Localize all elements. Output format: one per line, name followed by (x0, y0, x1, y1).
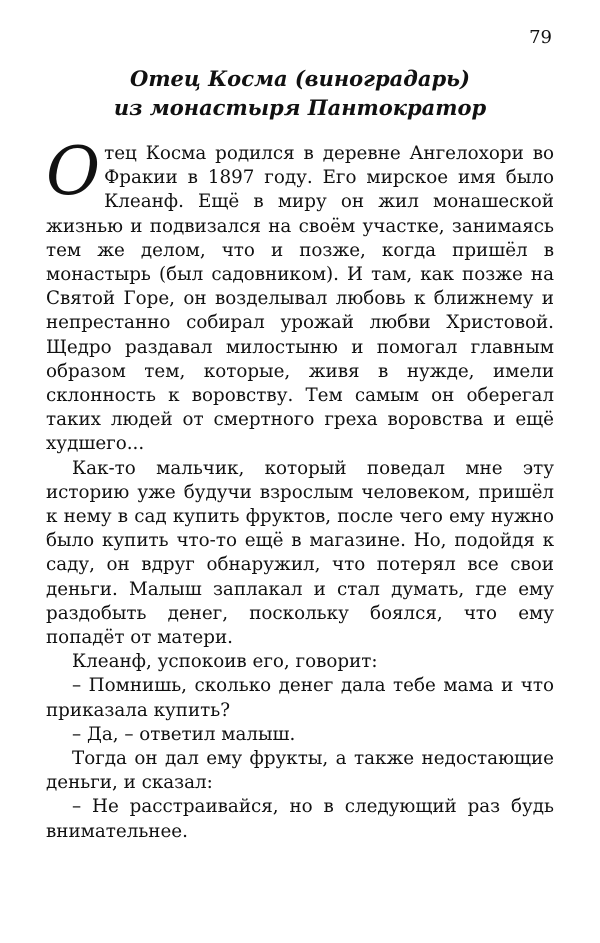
body-text (46, 133, 554, 844)
page-number: 79 (529, 27, 552, 48)
paragraph-1-text: тец Косма родился в деревне Ангелохори во Фракии в 1897 году. Его мирское имя было Клеанф. Ещё в миру он жил монашеской жизнью и подвизался на своём участке, занимаясь тем же делом, что и позже, когда пришёл в монастырь (был садовником). И там, как позже на Святой Горе, он возделывал любовь к ближнему и непрестанно собирал урожай любви Христовой. Щедро раздавал милостыню и помогал главным образом тем, которые, живя в нужде, имели склонность к воровству. Тем самым он оберегал таких людей от смертного греха воровства и ещё худшего... (46, 143, 554, 455)
paragraph-4: – Помнишь, сколько денег дала тебе мама и что приказала купить? (46, 675, 554, 721)
paragraph-5: – Да, – ответил малыш. (72, 723, 296, 745)
chapter-title-line-2: из монастыря Пантократор (113, 95, 487, 120)
chapter-title-line-1: Отец Косма (виноградарь) (130, 66, 470, 91)
paragraph-2: Как-то мальчик, который поведал мне эту историю уже будучи взрослым человеком, пришёл к нему в сад купить фруктов, после чего ему нужно было купить что-то ещё в магазине. Но, подойдя к саду, он вдруг обнаружил, что потерял все свои деньги. Малыш заплакал и стал думать, где ему раздобыть денег, поскольку боялся, что ему попадёт от матери. (46, 457, 554, 649)
drop-cap: О (46, 133, 101, 210)
paragraph-6: Тогда он дал ему фрукты, а также недостающие деньги, и сказал: (46, 748, 554, 794)
paragraph-1 (46, 133, 554, 457)
paragraph-3: Клеанф, успокоив его, говорит: (72, 651, 378, 673)
chapter-title (40, 64, 560, 122)
paragraph-7: – Не расстраивайся, но в следующий раз будь внимательнее. (46, 796, 554, 842)
